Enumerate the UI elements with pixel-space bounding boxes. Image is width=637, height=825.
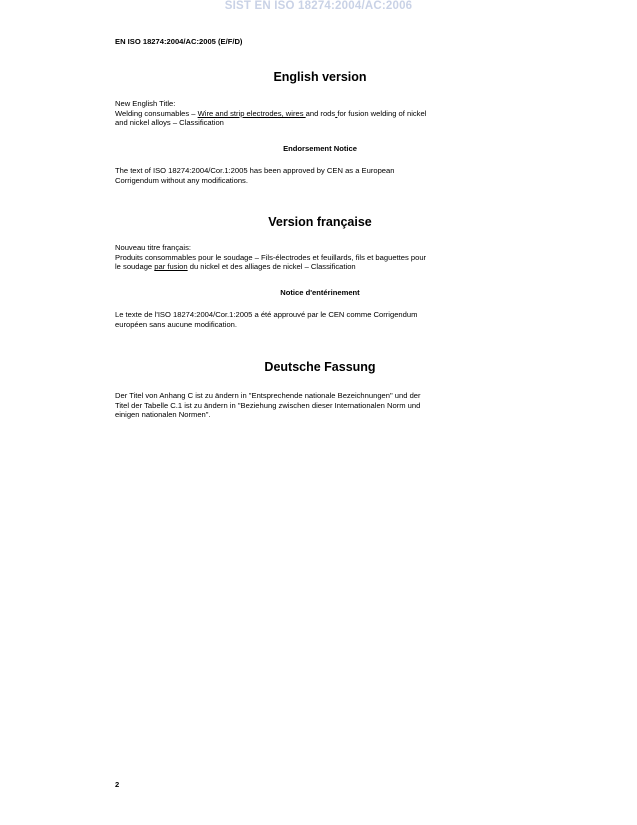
german-line1: Der Titel von Anhang C ist zu ändern in "Entsprechende nationale Bezeichnungen" und der (115, 391, 421, 400)
english-title-line2: and nickel alloys – Classification (115, 118, 224, 128)
french-notice-text (115, 310, 525, 329)
english-title-label: New English Title: (115, 99, 176, 108)
german-version-heading: Deutsche Fassung (264, 360, 376, 374)
french-notice-line1: Le texte de l'ISO 18274:2004/Cor.1:2005 a été approuvé par le CEN comme Corrigendum (115, 310, 418, 319)
english-notice-line1: The text of ISO 18274:2004/Cor.1:2005 has been approved by CEN as a European (115, 166, 395, 175)
english-title-part1: Welding consumables – (115, 108, 198, 118)
german-line3: einigen nationalen Normen". (115, 410, 211, 420)
english-title-part2: and rods (305, 108, 336, 118)
english-notice-line2: Corrigendum without any modifications. (115, 175, 248, 185)
french-title-line1: Produits consommables pour le soudage – Fils-électrodes et feuillards, fils et baguettes pour (115, 252, 427, 262)
endorsement-notice-heading: Endorsement Notice (283, 144, 357, 153)
french-notice-heading-block (115, 288, 525, 297)
english-title-underlined1: Wire and strip electrodes, wires (197, 108, 306, 118)
french-title-line2-part2: du nickel et des alliages de nickel – Classification (187, 262, 356, 272)
english-notice-heading-block (115, 144, 525, 153)
french-title-label: Nouveau titre français: (115, 243, 191, 252)
french-title-underlined: par fusion (154, 262, 188, 272)
english-title-part3: for fusion welding of nickel (337, 108, 427, 118)
english-notice-text (115, 166, 525, 185)
french-title-line2 (115, 262, 525, 272)
french-version-heading: Version française (268, 215, 372, 229)
english-title-block (115, 99, 525, 128)
french-title-line2-part1: le soudage (115, 262, 155, 272)
french-title-block (115, 243, 525, 272)
watermark: SIST EN ISO 18274:2004/AC:2006 (224, 0, 413, 12)
document-identifier: EN ISO 18274:2004/AC:2005 (E/F/D) (115, 37, 243, 46)
english-title-line1 (115, 109, 525, 119)
french-notice-line2: européen sans aucune modification. (115, 319, 238, 329)
english-version-section (115, 70, 525, 84)
german-text-block (115, 391, 525, 420)
german-version-section (115, 360, 525, 374)
french-version-section (115, 215, 525, 229)
english-version-heading: English version (273, 70, 367, 84)
german-line2: Titel der Tabelle C.1 ist zu ändern in "Beziehung zwischen dieser Internationalen Norm und (115, 400, 421, 410)
page-number: 2 (115, 780, 120, 789)
entérinement-notice-heading: Notice d'entérinement (280, 288, 360, 297)
